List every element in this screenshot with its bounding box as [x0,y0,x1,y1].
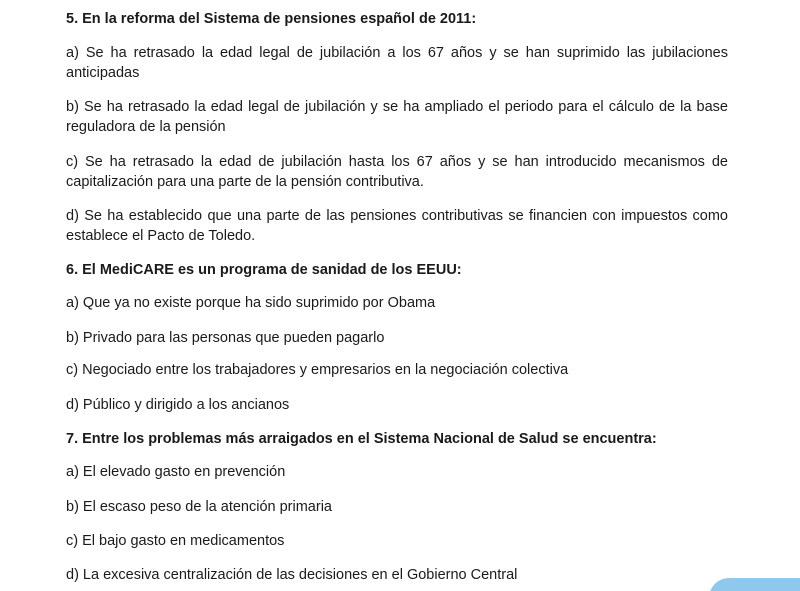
question-5-option-d: d) Se ha establecido que una parte de las pensiones contributivas se financien con impuestos como establece el Pacto de Toledo. [66,208,728,244]
question-6-option-a: a) Que ya no existe porque ha sido suprimido por Obama [66,295,436,311]
question-5-option-c: c) Se ha retrasado la edad de jubilación hasta los 67 años y se han introducido mecanismos de capitalización para una parte de la pensión contributiva. [66,154,728,190]
question-6-option-b: b) Privado para las personas que pueden pagarlo [66,330,385,346]
question-6-option-c: c) Negociado entre los trabajadores y empresarios en la negociación colectiva [66,362,569,378]
question-5-title: 5. En la reforma del Sistema de pensiones español de 2011: [66,11,477,27]
question-7-option-b: b) El escaso peso de la atención primaria [66,499,332,515]
question-7-option-c: c) El bajo gasto en medicamentos [66,533,285,549]
question-7-option-a: a) El elevado gasto en prevención [66,464,286,480]
question-6-title: 6. El MediCARE es un programa de sanidad de los EEUU: [66,262,462,278]
floating-corner-button[interactable] [709,578,800,591]
question-6-option-d: d) Público y dirigido a los ancianos [66,397,290,413]
question-5-option-a: a) Se ha retrasado la edad legal de jubilación a los 67 años y se han suprimido las jubilaciones anticipadas [66,45,728,81]
question-5-option-b: b) Se ha retrasado la edad legal de jubilación y se ha ampliado el periodo para el cálculo de la base reguladora de la pensión [66,99,728,135]
question-7-option-d: d) La excesiva centralización de las decisiones en el Gobierno Central [66,567,518,583]
question-7-title: 7. Entre los problemas más arraigados en el Sistema Nacional de Salud se encuentra: [66,431,657,447]
